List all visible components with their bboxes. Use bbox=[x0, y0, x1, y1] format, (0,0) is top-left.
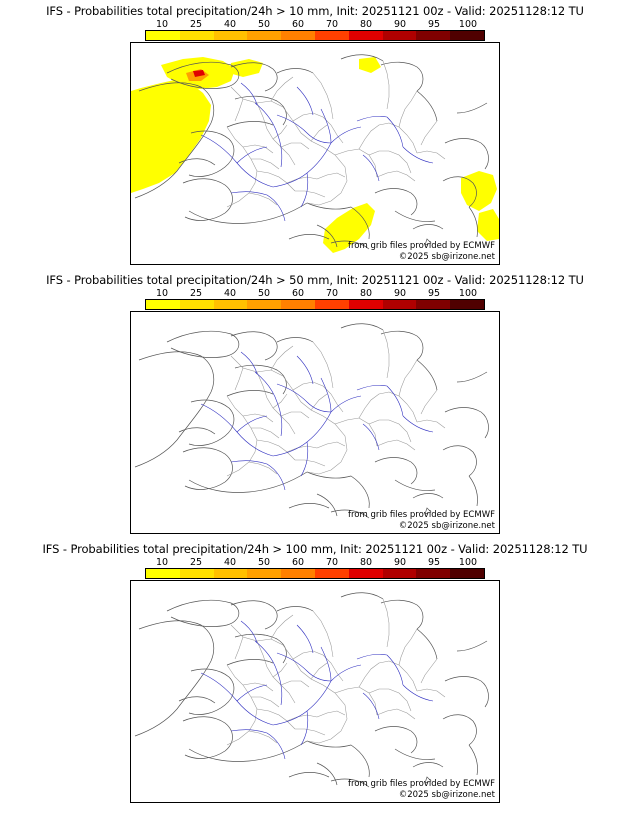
legend-tick: 10 bbox=[155, 288, 169, 299]
legend-swatch bbox=[180, 569, 214, 578]
legend-tick: 10 bbox=[155, 19, 169, 30]
legend-tick: 50 bbox=[257, 557, 271, 568]
legend-tick: 70 bbox=[325, 19, 339, 30]
legend-swatch bbox=[180, 31, 214, 40]
legend-color-bar bbox=[145, 299, 485, 310]
legend-swatch bbox=[214, 31, 248, 40]
river-layer bbox=[201, 621, 433, 759]
legend-tick: 25 bbox=[189, 557, 203, 568]
legend-swatch bbox=[450, 569, 484, 578]
legend-tick: 40 bbox=[223, 557, 237, 568]
panel-threshold-100mm bbox=[0, 538, 630, 803]
legend-tick: 95 bbox=[427, 288, 441, 299]
legend-swatch bbox=[383, 31, 417, 40]
legend-swatch bbox=[214, 300, 248, 309]
legend-tick: 100 bbox=[458, 19, 478, 30]
border-layer bbox=[227, 599, 445, 745]
legend-tick: 60 bbox=[291, 19, 305, 30]
legend-100mm bbox=[145, 557, 485, 579]
legend-swatch bbox=[247, 569, 281, 578]
river-layer bbox=[201, 83, 433, 221]
probability-shading-layer bbox=[131, 57, 499, 253]
legend-swatch bbox=[281, 31, 315, 40]
legend-tick: 25 bbox=[189, 288, 203, 299]
legend-swatch bbox=[416, 569, 450, 578]
panel-title: IFS - Probabilities total precipitation/24h > 10 mm, Init: 20251121 00z - Valid: 20251128:12 TU bbox=[46, 4, 584, 18]
legend-swatch bbox=[416, 300, 450, 309]
legend-swatch bbox=[146, 31, 180, 40]
legend-tick: 10 bbox=[155, 557, 169, 568]
map-10mm[interactable] bbox=[130, 42, 500, 265]
legend-tick: 95 bbox=[427, 19, 441, 30]
legend-50mm bbox=[145, 288, 485, 310]
legend-swatch bbox=[281, 300, 315, 309]
legend-tick: 80 bbox=[359, 557, 373, 568]
legend-swatch bbox=[349, 31, 383, 40]
legend-tick: 90 bbox=[393, 288, 407, 299]
legend-tick-labels bbox=[145, 19, 485, 30]
legend-tick: 100 bbox=[458, 288, 478, 299]
legend-swatch bbox=[247, 31, 281, 40]
legend-swatch bbox=[349, 569, 383, 578]
legend-tick: 25 bbox=[189, 19, 203, 30]
legend-tick: 90 bbox=[393, 19, 407, 30]
credit-copyright: ©2025 sb@irizone.net bbox=[398, 790, 495, 800]
coastline-layer bbox=[135, 593, 488, 787]
panel-title: IFS - Probabilities total precipitation/24h > 100 mm, Init: 20251121 00z - Valid: 20251128:12 TU bbox=[42, 542, 588, 556]
map-100mm[interactable] bbox=[130, 580, 500, 803]
legend-tick: 60 bbox=[291, 557, 305, 568]
panel-title: IFS - Probabilities total precipitation/24h > 50 mm, Init: 20251121 00z - Valid: 20251128:12 TU bbox=[46, 273, 584, 287]
panel-threshold-10mm bbox=[0, 0, 630, 265]
legend-tick: 60 bbox=[291, 288, 305, 299]
legend-tick: 95 bbox=[427, 557, 441, 568]
credit-source: from grib files provided by ECMWF bbox=[348, 779, 495, 789]
legend-tick: 50 bbox=[257, 288, 271, 299]
legend-swatch bbox=[281, 569, 315, 578]
credit-source: from grib files provided by ECMWF bbox=[348, 241, 495, 251]
map-50mm[interactable] bbox=[130, 311, 500, 534]
legend-swatch bbox=[247, 300, 281, 309]
legend-swatch bbox=[383, 300, 417, 309]
legend-tick-labels bbox=[145, 557, 485, 568]
credit-copyright: ©2025 sb@irizone.net bbox=[398, 252, 495, 262]
legend-swatch bbox=[146, 569, 180, 578]
legend-color-bar bbox=[145, 568, 485, 579]
legend-10mm bbox=[145, 19, 485, 41]
credit-copyright: ©2025 sb@irizone.net bbox=[398, 521, 495, 531]
legend-swatch bbox=[416, 31, 450, 40]
border-layer bbox=[227, 61, 445, 207]
legend-swatch bbox=[383, 569, 417, 578]
legend-tick: 100 bbox=[458, 557, 478, 568]
legend-tick: 80 bbox=[359, 288, 373, 299]
legend-swatch bbox=[450, 300, 484, 309]
legend-swatch bbox=[146, 300, 180, 309]
legend-swatch bbox=[315, 31, 349, 40]
legend-tick-labels bbox=[145, 288, 485, 299]
credit-source: from grib files provided by ECMWF bbox=[348, 510, 495, 520]
legend-color-bar bbox=[145, 30, 485, 41]
legend-tick: 80 bbox=[359, 19, 373, 30]
legend-tick: 70 bbox=[325, 557, 339, 568]
border-layer bbox=[227, 330, 445, 476]
legend-tick: 40 bbox=[223, 288, 237, 299]
coastline-layer bbox=[135, 324, 488, 518]
legend-tick: 70 bbox=[325, 288, 339, 299]
legend-tick: 40 bbox=[223, 19, 237, 30]
legend-swatch bbox=[450, 31, 484, 40]
legend-swatch bbox=[349, 300, 383, 309]
river-layer bbox=[201, 352, 433, 490]
legend-tick: 50 bbox=[257, 19, 271, 30]
panel-threshold-50mm bbox=[0, 269, 630, 534]
legend-swatch bbox=[214, 569, 248, 578]
legend-swatch bbox=[180, 300, 214, 309]
legend-swatch bbox=[315, 300, 349, 309]
legend-swatch bbox=[315, 569, 349, 578]
legend-tick: 90 bbox=[393, 557, 407, 568]
